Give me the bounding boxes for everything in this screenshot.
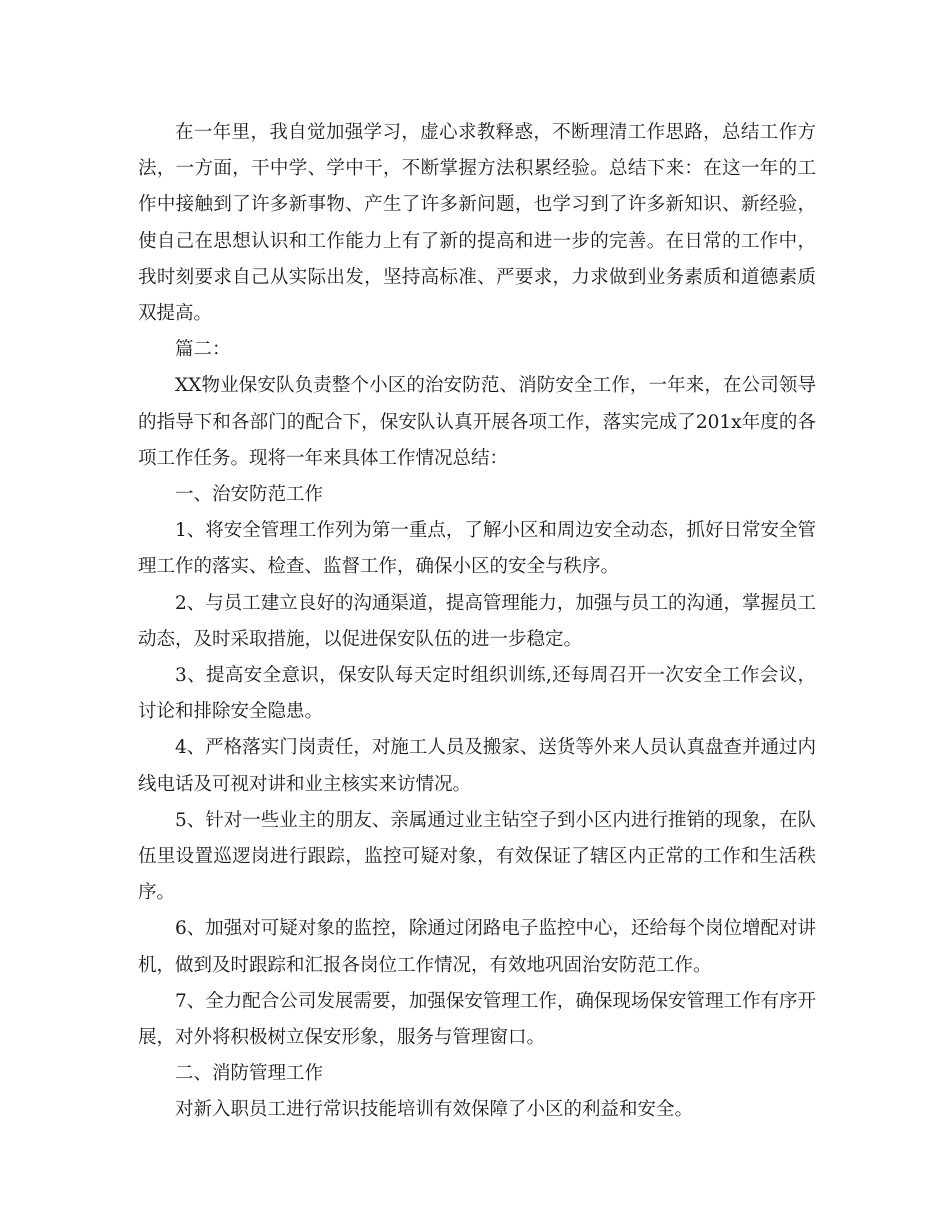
list-item-5: 5、针对一些业主的朋友、亲属通过业主钻空子到小区内进行推销的现象，在队伍里设置巡逻岗进行跟踪，监控可疑对象，有效保证了辖区内正常的工作和生活秩序。	[138, 809, 816, 904]
document-body	[138, 115, 816, 1129]
paragraph-security-intro: XX物业保安队负责整个小区的治安防范、消防安全工作，一年来，在公司领导的指导下和各部门的配合下，保安队认真开展各项工作，落实完成了201x年度的各项工作任务。现将一年来具体工作情况总结：	[138, 375, 816, 469]
list-item-2: 2、与员工建立良好的沟通渠道，提高管理能力，加强与员工的沟通，掌握员工动态，及时采取措施，以促进保安队伍的进一步稳定。	[138, 592, 816, 650]
list-item-4: 4、严格落实门岗责任，对施工人员及搬家、送货等外来人员认真盘查并通过内线电话及可视对讲和业主核实来访情况。	[138, 737, 816, 795]
list-item-3: 3、提高安全意识，保安队每天定时组织训练,还每周召开一次安全工作会议，讨论和排除安全隐患。	[138, 665, 816, 723]
heading-fire-management: 二、消防管理工作	[175, 1063, 324, 1085]
list-item-7: 7、全力配合公司发展需要，加强保安管理工作，确保现场保安管理工作有序开展，对外将积极树立保安形象，服务与管理窗口。	[138, 990, 816, 1049]
heading-public-security: 一、治安防范工作	[175, 484, 324, 506]
section-label-part-two: 篇二：	[175, 339, 231, 361]
list-item-6: 6、加强对可疑对象的监控，除通过闭路电子监控中心，还给每个岗位增配对讲机，做到及时跟踪和汇报各岗位工作情况，有效地巩固治安防范工作。	[138, 918, 816, 976]
paragraph-self-study: 在一年里，我自觉加强学习，虚心求教释惑，不断理清工作思路，总结工作方法，一方面，干中学、学中干，不断掌握方法积累经验。总结下来：在这一年的工作中接触到了许多新事物、产生了许多新问题，也学习到了许多新知识、新经验，使自己在思想认识和工作能力上有了新的提高和进一步的完善。在日常的工作中，我时刻要求自己从实际出发，坚持高标准、严要求，力求做到业务素质和道德素质双提高。	[138, 122, 816, 325]
paragraph-fire-training: 对新入职员工进行常识技能培训有效保障了小区的利益和安全。	[175, 1099, 694, 1121]
list-item-1: 1、将安全管理工作列为第一重点，了解小区和周边安全动态，抓好日常安全管理工作的落实、检查、监督工作，确保小区的安全与秩序。	[138, 520, 816, 578]
